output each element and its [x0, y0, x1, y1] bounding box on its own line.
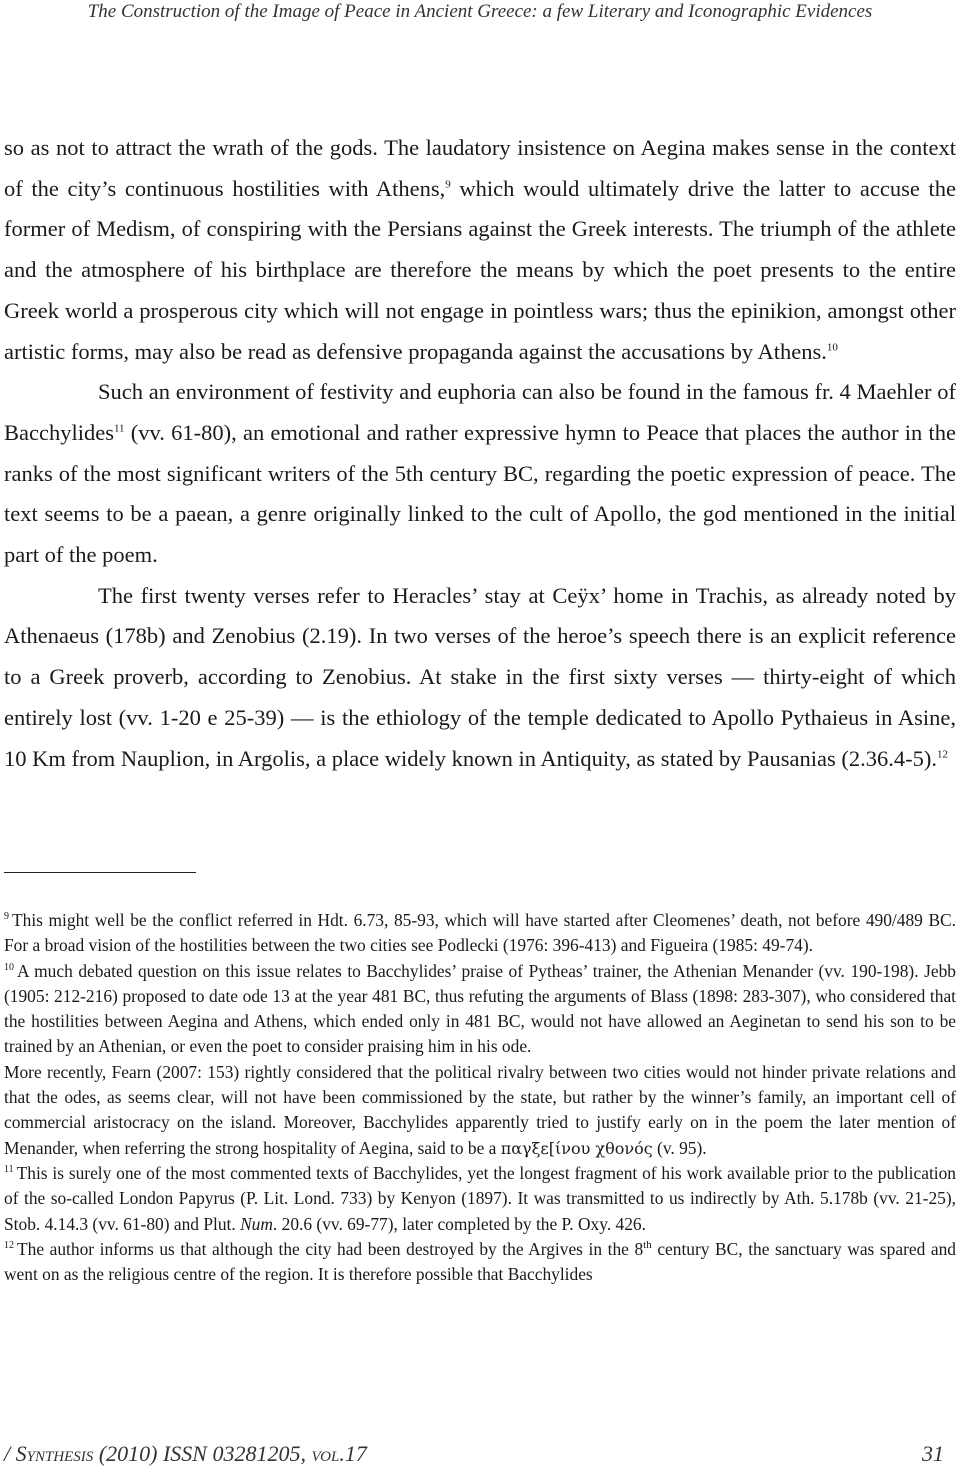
greek-quote: παγξε[ίνου χθονός [500, 1138, 653, 1158]
footnote-ref-10[interactable]: 10 [826, 341, 838, 354]
footnote-ref-12[interactable]: 12 [937, 748, 949, 761]
footnote-number: 9 [4, 911, 9, 923]
footnote-number: 10 [4, 961, 14, 973]
footnotes [4, 908, 956, 1287]
footnote-11: $^{11}$ This is surely one of the most commented texts of Bacchylides, yet the longest fragment of his work available prior to the publication of the so-called London Papyrus (P. Lit. Lond. 733) by Kenyon (1897). It was transmitted to us indirectly by Ath. 5.178b (vv. 21-25), Stob. 4.14.3 (vv. 61-80) and Plut. Num. 20.6 (vv. 69-77), later completed by the P. Oxy. 426. [4, 1162, 956, 1234]
journal-footer: / Synthesis (2010) ISSN 03281205, vol.17 [4, 1441, 367, 1466]
paragraph-3: The first twenty verses refer to Heracles’ stay at Ceÿx’ home in Trachis, as already noted by Athenaeus (178b) and Zenobius (2.19). In two verses of the heroe’s speech there is an explicit reference to a Greek proverb, according to Zenobius. At stake in the first sixty verses — thirty-eight of which entirely lost (vv. 1-20 e 25-39) — is the ethiology of the temple dedicated to Apollo Pythaieus in Asine, 10 Km from Nauplion, in Argolis, a place widely known in Antiquity, as stated by Pausanias (2.36.4-5).$^{12}$ [4, 582, 956, 771]
journal-name: Synthesis [15, 1441, 94, 1466]
footnote-10-continuation: More recently, Fearn (2007: 153) rightly considered that the political rivalry between two cities would not hinder private relations and that the odes, as seems clear, will not have been commissioned by the state, but rather by the winner’s family, an important cell of commercial aristocracy on the island. Moreover, Bacchylides apparently tried to justify early on in the poem the later mention of Menander, when referring the strong hospitality of Aegina, said to be a παγξε[ίνου χθονός (v. 95). [4, 1061, 956, 1158]
footnote-separator [4, 872, 196, 873]
paragraph-1: so as not to attract the wrath of the gods. The laudatory insistence on Aegina makes sense in the context of the city’s continuous hostilities with Athens,$^9$ which would ultimately drive the latter to accuse the former of Medism, of conspiring with the Persians against the Greek interests. The triumph of the athlete and the atmosphere of his birthplace are therefore the means by which the poet presents to the entire Greek world a prosperous city which will not engage in pointless wars; thus the epinikion, amongst other artistic forms, may also be read as defensive propaganda against the accusations by Athens.$^{10}$ [4, 135, 956, 364]
footnote-number: 11 [4, 1164, 14, 1176]
footnote-10: $^{10}$ A much debated question on this issue relates to Bacchylides’ praise of Pytheas’ trainer, the Athenian Menander (vv. 190-198). Jebb (1905: 212-216) proposed to date ode 13 at the year 481 BC, thus refuting the arguments of Blass (1898: 283-307), who considered that the hostilities between Aegina and Athens, which ended only in 481 BC, would not have allowed an Aeginetan to send his son to be trained by an Athenian, or even the poet to consider praising him in his ode. [4, 960, 956, 1057]
footnote-number: 12 [4, 1240, 14, 1252]
paragraph-2: Such an environment of festivity and euphoria can also be found in the famous fr. 4 Maehler of Bacchylides$^{11}$ (vv. 61-80), an emotional and rather expressive hymn to Peace that places the author in the ranks of the most significant writers of the 5th century BC, regarding the poetic expression of peace. The text seems to be a paean, a genre originally linked to the cult of Apollo, the god mentioned in the initial part of the poem. [4, 379, 956, 568]
footnote-ref-9[interactable]: 9 [445, 178, 451, 191]
main-text [4, 128, 956, 779]
footnote-9: $^9$ This might well be the conflict referred in Hdt. 6.73, 85-93, which will have started after Cleomenes’ death, not before 490/489 BC. For a broad vision of the hostilities between the two cities see Podlecki (1976: 396-413) and Figueira (1985: 49-74). [4, 910, 956, 956]
page-number: 31 [922, 1441, 944, 1466]
footnote-12: $^{12}$ The author informs us that although the city had been destroyed by the Argives in the 8th century BC, the sanctuary was spared and went on as the religious centre of the region. It is therefore possible that Bacchylides [4, 1238, 956, 1285]
footnote-ref-11[interactable]: 11 [113, 422, 125, 435]
running-header: The Construction of the Image of Peace in Ancient Greece: a few Literary and Iconographic Evidences [87, 1, 873, 22]
